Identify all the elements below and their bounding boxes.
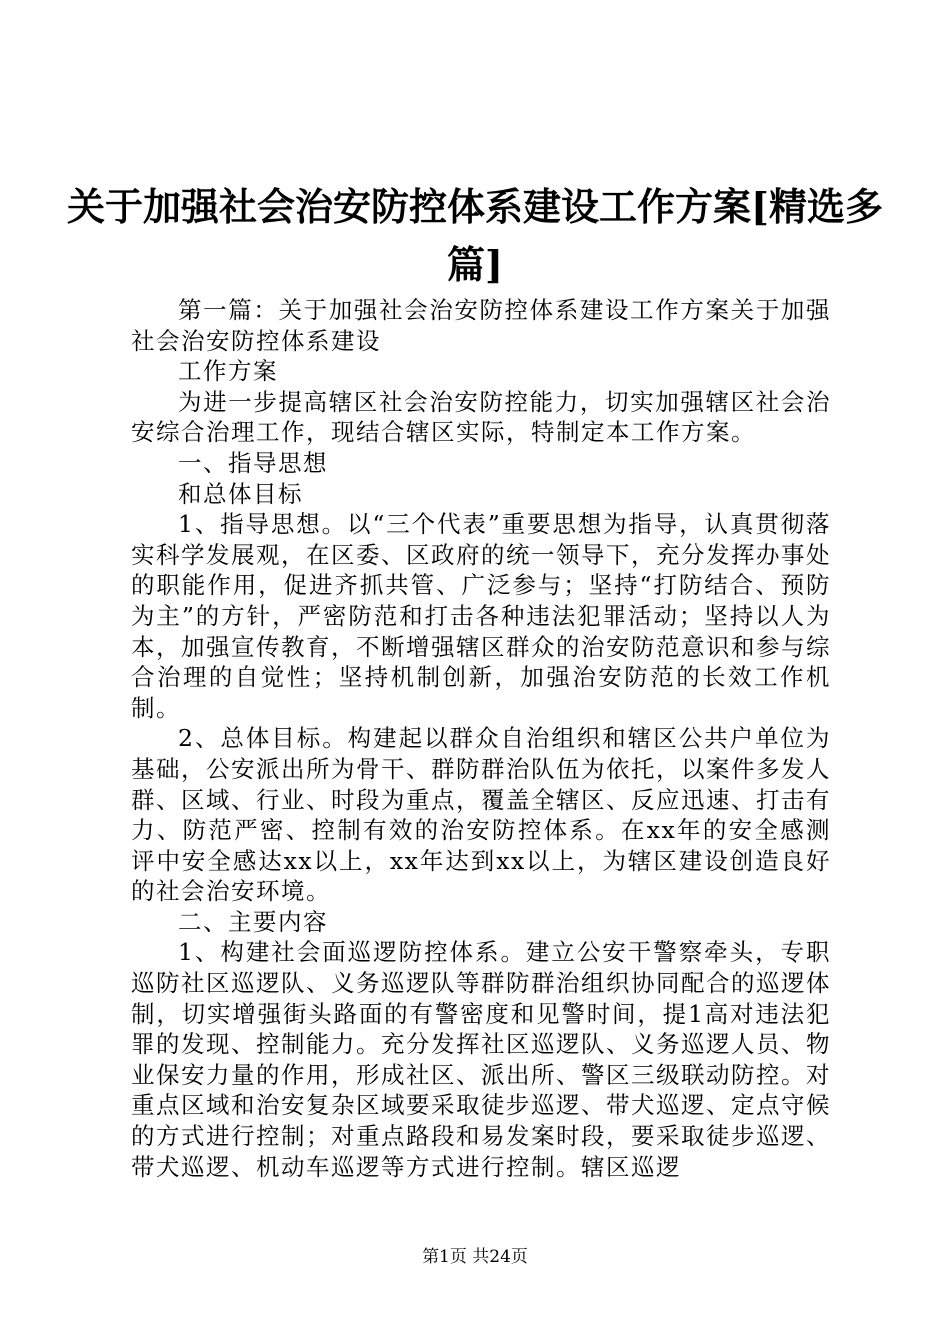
paragraph: 1、指导思想。以“三个代表”重要思想为指导，认真贯彻落实科学发展观，在区委、区政府的统一领导下，充分发挥办事处的职能作用，促进齐抓共管、广泛参与；坚持“打防结合、预防为主”的方针，严密防范和打击各种违法犯罪活动；坚持以人为本，加强宣传教育，不断增强辖区群众的治安防范意识和参与综合治理的自觉性；坚持机制创新，加强治安防范的长效工作机制。 [131,510,831,722]
paragraph: 为进一步提高辖区社会治安防控能力，切实加强辖区社会治安综合治理工作，现结合辖区实际，特制定本工作方案。 [131,387,831,447]
paragraph: 第一篇：关于加强社会治安防控体系建设工作方案关于加强社会治安防控体系建设 [131,296,831,355]
section-heading: 和总体目标 [178,479,303,508]
document-body [131,295,831,1182]
page-number: 第1页 共24页 [422,1247,528,1267]
document-title: 关于加强社会治安防控体系建设工作方案[精选多篇] [67,184,883,287]
paragraph: 工作方案 [178,357,278,386]
paragraph: 1、构建社会面巡逻防控体系。建立公安干警察牵头，专职巡防社区巡逻队、义务巡逻队等群防群治组织协同配合的巡逻体制，切实增强街头路面的有警密度和见警时间，提1高对违法犯罪的发现、控制能力。充分发挥社区巡逻队、义务巡逻人员、物业保安力量的作用，形成社区、派出所、警区三级联动防控。对重点区域和治安复杂区域要采取徒步巡逻、带犬巡逻、定点守候的方式进行控制；对重点路段和易发案时段，要采取徒步巡逻、带犬巡逻、机动车巡逻等方式进行控制。辖区巡逻 [131,938,831,1181]
paragraph: 2、总体目标。构建起以群众自治组织和辖区公共户单位为基础，公安派出所为骨干、群防群治队伍为依托，以案件多发人群、区域、行业、时段为重点，覆盖全辖区、反应迅速、打击有力、防范严密、控制有效的治安防控体系。在xx年的安全感测评中安全感达xx以上，xx年达到xx以上，为辖区建设创造良好的社会治安环境。 [131,724,831,906]
section-heading: 二、主要内容 [178,907,328,936]
section-heading: 一、指导思想 [178,448,328,477]
